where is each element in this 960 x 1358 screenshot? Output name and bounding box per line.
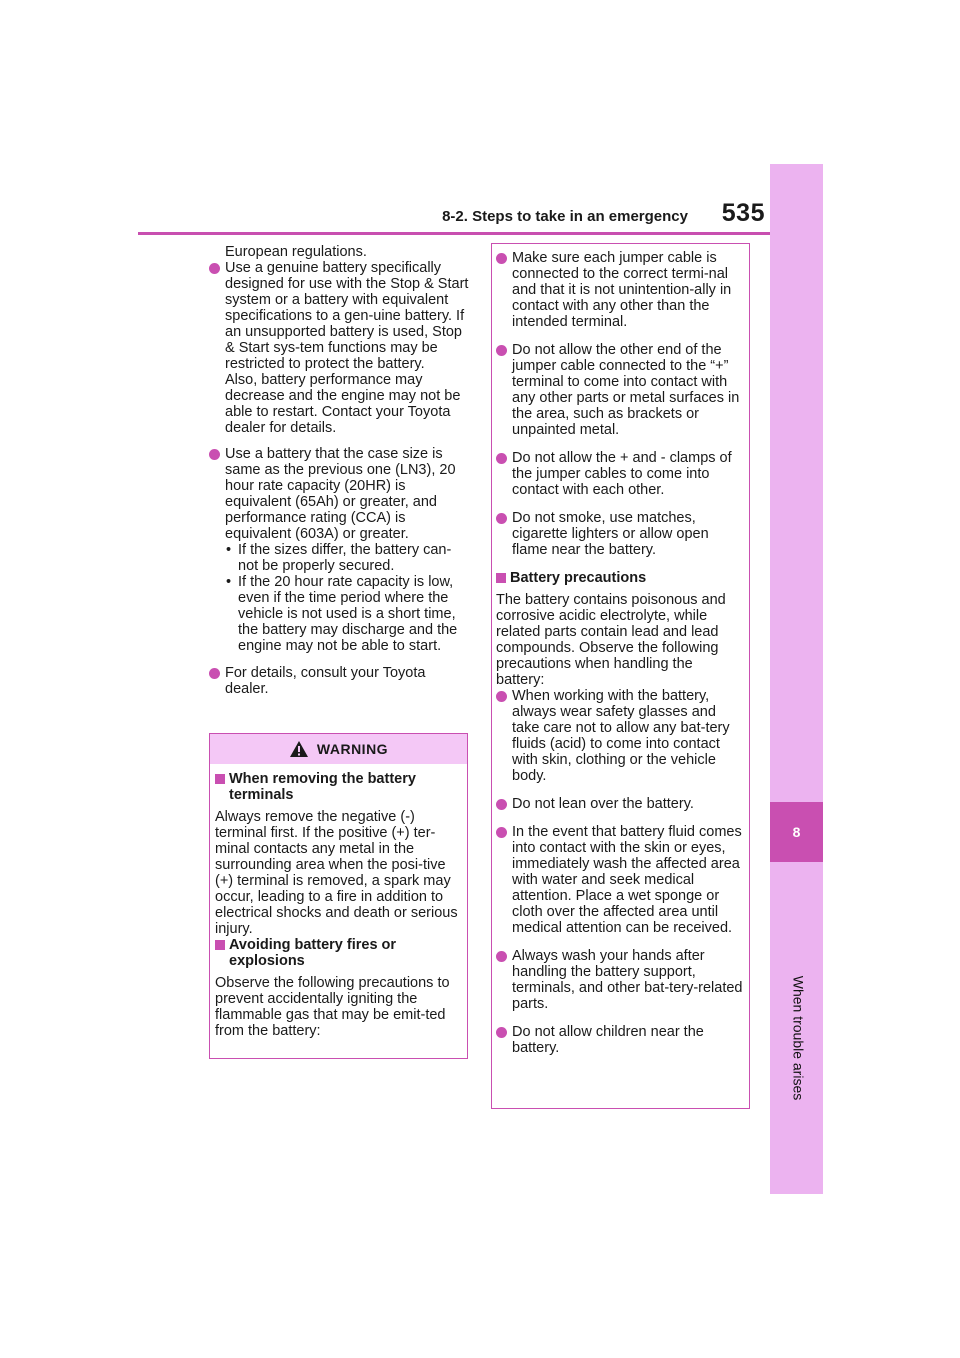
bullet-dot-icon [209,668,220,679]
warning-paragraph: Always remove the negative (-) terminal first. If the positive (+) ter-minal contacts any metal in the surrounding area when the posi-tive (+) terminal is removed, a spark may occur, leading to a fire in addition to electrical shocks and death or serious injury. [215,809,458,937]
list-item: When working with the battery, always wear safety glasses and take care not to allow any bat-tery fluids (acid) to come into contact with skin, clothing or the vehicle body. [496,688,745,784]
sub-bullet-icon: • [226,542,232,558]
square-bullet-icon [215,774,225,784]
section-title: 8-2. Steps to take in an emergency [442,208,688,225]
sub-bullet-icon: • [226,574,232,590]
bullet-dot-icon [496,453,507,464]
bullet-dot-icon [209,263,220,274]
warning-header [210,734,467,764]
list-item: Always wash your hands after handling the battery support, terminals, and other bat-tery-related parts. [496,948,745,1012]
list-item: Do not lean over the battery. [496,796,745,812]
warning-paragraph: Observe the following precautions to prevent accidentally igniting the flammable gas that may be emit-ted from the battery: [215,975,450,1039]
list-item: In the event that battery fluid comes into contact with the skin or eyes, immediately wash the affected area with water and seek medical attention. Place a wet sponge or cloth over the affected area until medical attention can be received. [496,824,745,936]
sub-list-item: • If the 20 hour rate capacity is low, even if the time period where the vehicle is not used is a short time, the battery may discharge and the engine may not be able to start. [226,574,458,654]
warning-triangle-icon [289,740,309,758]
warning-continuation-box [491,243,750,1109]
header-rule [138,232,770,235]
bullet-dot-icon [496,951,507,962]
continuation-text: European regulations. [225,244,367,260]
list-item: For details, consult your Toyota dealer. [209,665,469,697]
bullet-dot-icon [496,345,507,356]
bullet-dot-icon [496,691,507,702]
sub-list-item: • If the sizes differ, the battery can-not be properly secured. [226,542,452,574]
bullet-dot-icon [496,1027,507,1038]
list-item: Use a genuine battery specifically designed for use with the Stop & Start system or a battery with equivalent specifications to a gen-uine battery. If an unsupported battery is used, Stop & Start sys-tem functions may be restricted to protect the battery. Also, battery performance may decrease and the engine may not be able to restart. Contact your Toyota dealer for details. [209,260,469,436]
precautions-paragraph: The battery contains poisonous and corrosive acidic electrolyte, while related parts contain lead and lead compounds. Observe the following precautions when handling the battery: [496,592,726,688]
page-number: 535 [721,199,765,227]
bullet-dot-icon [496,513,507,524]
list-item: Make sure each jumper cable is connected to the correct termi-nal and that it is not unintention-ally in contact with any other than the intended terminal. [496,250,745,330]
bullet-dot-icon [496,253,507,264]
list-item: Use a battery that the case size is same as the previous one (LN3), 20 hour rate capacity (20HR) is equivalent (65Ah) or greater, and performance rating (CCA) is equivalent (603A) or greater. [209,446,469,542]
bullet-dot-icon [209,449,220,460]
square-bullet-icon [496,573,506,583]
warning-heading: When removing the battery terminals [215,771,462,803]
precautions-heading: Battery precautions [496,570,745,586]
list-item: Do not allow the other end of the jumper cable connected to the “+” terminal to come into contact with any other parts or metal surfaces in the area, such as brackets or unpainted metal. [496,342,745,438]
warning-box [209,733,468,1059]
bullet-dot-icon [496,799,507,810]
list-item: Do not allow children near the battery. [496,1024,745,1056]
chapter-number: 8 [770,802,823,862]
list-item: Do not allow the + and - clamps of the jumper cables to come into contact with each other. [496,450,745,498]
left-column [209,244,469,708]
square-bullet-icon [215,940,225,950]
bullet-dot-icon [496,827,507,838]
warning-heading: Avoiding battery fires or explosions [215,937,462,969]
list-item: Do not smoke, use matches, cigarette lighters or allow open flame near the battery. [496,510,745,558]
warning-label: WARNING [316,741,389,757]
chapter-label: When trouble arises [790,975,807,1101]
